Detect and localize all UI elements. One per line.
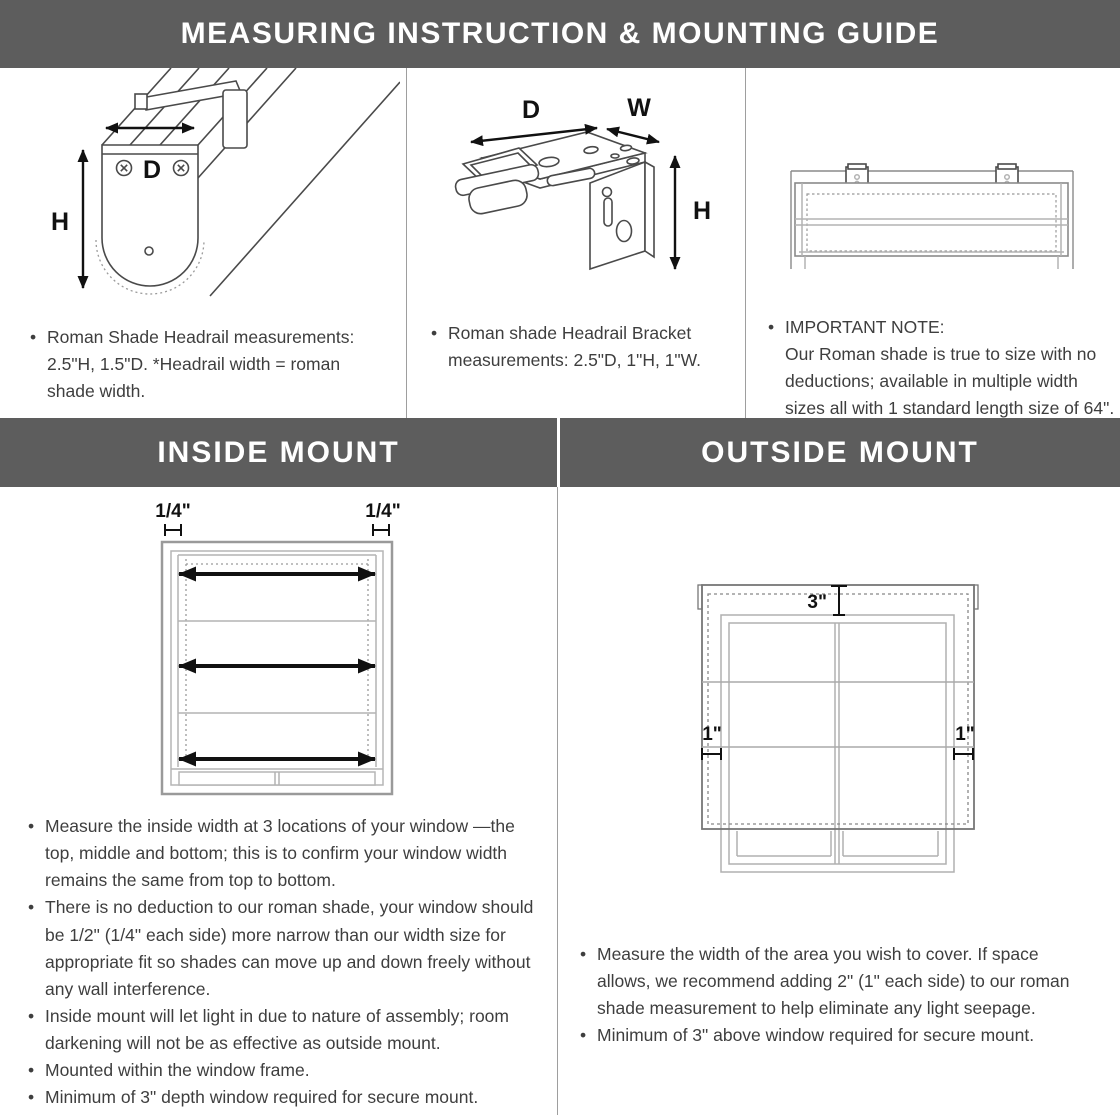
top-gap-tick xyxy=(831,586,847,615)
bracket-column xyxy=(407,68,745,418)
bullet-item: • Mounted within the window frame. xyxy=(28,1057,544,1084)
bracket-text-block xyxy=(431,320,716,374)
important-note-body: Our Roman shade is true to size with no deductions; available in multiple width sizes all with 1 standard length size of 64". xyxy=(785,344,1115,419)
important-note-block xyxy=(768,314,1120,423)
headrail-measurements-text: • Roman Shade Headrail measurements: 2.5"H, 1.5"D. *Headrail width = roman shade width. xyxy=(30,324,370,405)
main-header-banner xyxy=(0,0,1120,68)
outside-mount-diagram xyxy=(679,577,999,907)
bullet-item: • Minimum of 3" depth window required for secure mount. xyxy=(28,1084,544,1111)
outside-mount-instructions xyxy=(580,941,1074,1050)
bracket-depth-label: D xyxy=(521,96,541,124)
left-gap-label: 1/4" xyxy=(154,501,191,522)
inside-mount-instructions xyxy=(28,813,544,1111)
bullet-item: • Measure the width of the area you wish to cover. If space allows, we recommend adding 2" (1" each side) to our roman shade measurement to help eliminate any light seepage. xyxy=(580,941,1074,1022)
headrail-column xyxy=(0,68,406,418)
headrail-text-block xyxy=(30,324,370,405)
right-gap-label: 1/4" xyxy=(364,501,401,522)
mount-section-banner xyxy=(0,418,1120,487)
window-sill xyxy=(179,772,375,785)
gap-tick-marks xyxy=(165,524,389,536)
page-title: MEASURING INSTRUCTION & MOUNTING GUIDE xyxy=(180,17,940,50)
overhang-tick-marks xyxy=(702,748,973,760)
outside-mount-panel xyxy=(558,487,1120,1120)
inside-mount-title: INSIDE MOUNT xyxy=(157,435,400,469)
bracket-measurements-text: • Roman shade Headrail Bracket measurements: 2.5"D, 1"H, 1"W. xyxy=(431,320,716,374)
headrail-diagram xyxy=(40,68,400,318)
outside-mount-title: OUTSIDE MOUNT xyxy=(701,435,979,469)
rail-bracket-flange xyxy=(223,90,247,148)
inside-mount-banner xyxy=(0,418,557,487)
bullet-item: • There is no deduction to our roman shade, your window should be 1/2" (1/4" each side) more narrow than our width size for appropriate fit so shades can move up and down freely without any wall interference. xyxy=(28,894,544,1003)
inside-mount-panel xyxy=(0,487,557,1120)
bullet-item: • Measure the inside width at 3 locations of your window —the top, middle and bottom; this is to confirm your window width remains the same from top to bottom. xyxy=(28,813,544,894)
headrail-depth-label: D xyxy=(142,156,162,184)
outside-mount-banner xyxy=(560,418,1120,487)
bracket-diagram xyxy=(427,76,757,316)
mount-details-section xyxy=(0,487,1120,1120)
important-note-title: • IMPORTANT NOTE: xyxy=(785,317,945,337)
inside-mount-diagram xyxy=(129,497,429,807)
mounted-headrail-diagram xyxy=(758,156,1088,286)
top-section xyxy=(0,68,1120,418)
bracket-height-label: H xyxy=(693,197,712,225)
important-note xyxy=(768,314,1120,423)
bracket-width-arrow xyxy=(607,129,659,142)
bracket-width-label: W xyxy=(627,94,651,122)
bracket-vertical-plate xyxy=(590,162,645,269)
roman-shade xyxy=(698,585,978,829)
bullet-item: • Minimum of 3" above window required for secure mount. xyxy=(580,1022,1074,1049)
top-gap-label: 3" xyxy=(807,592,827,613)
window-frame xyxy=(721,615,954,872)
note-column xyxy=(746,68,1120,418)
left-overhang-label: 1" xyxy=(702,724,722,745)
right-overhang-label: 1" xyxy=(955,724,975,745)
headrail-height-label: H xyxy=(50,208,70,236)
bullet-item: • Inside mount will let light in due to nature of assembly; room darkening will not be as effective as outside mount. xyxy=(28,1003,544,1057)
